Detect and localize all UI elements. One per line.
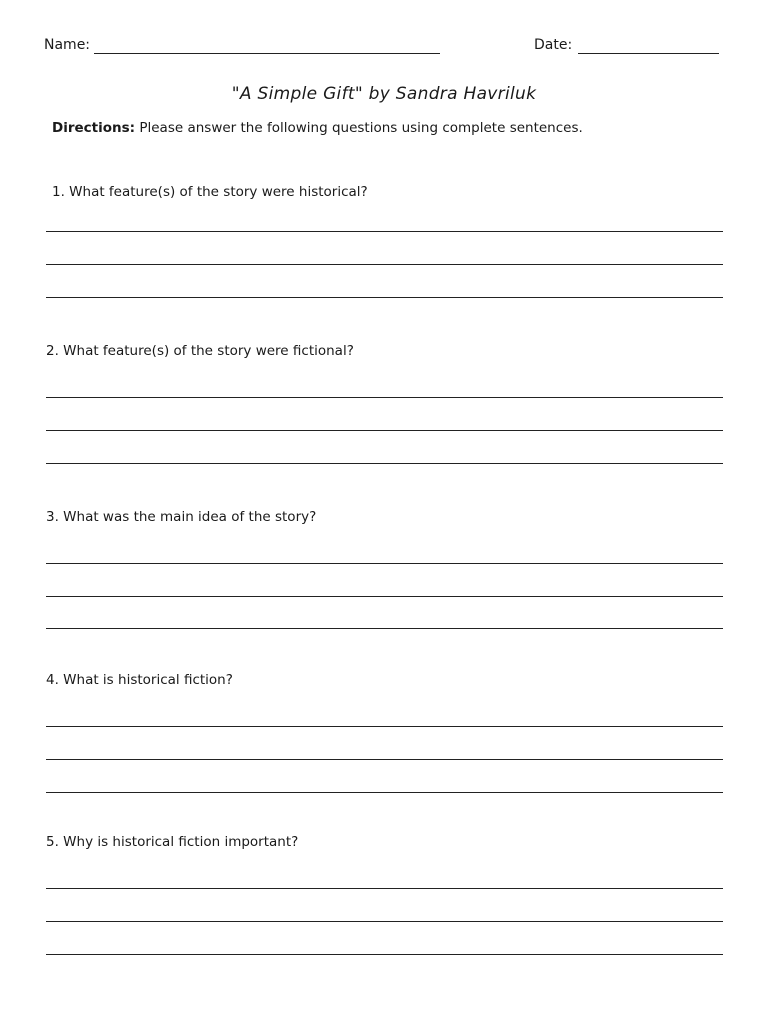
answer-line-5a[interactable]: [46, 888, 723, 889]
answer-line-3a[interactable]: [46, 563, 723, 564]
directions: [52, 120, 583, 136]
answer-line-1a[interactable]: [46, 231, 723, 232]
answer-line-2c[interactable]: [46, 463, 723, 464]
question-2: 2. What feature(s) of the story were fictional?: [46, 343, 354, 359]
worksheet-title: "A Simple Gift" by Sandra Havriluk: [231, 84, 537, 104]
question-3: 3. What was the main idea of the story?: [46, 509, 317, 525]
answer-line-2a[interactable]: [46, 397, 723, 398]
name-label: Name:: [44, 37, 91, 53]
answer-line-5c[interactable]: [46, 954, 723, 955]
answer-line-4c[interactable]: [46, 792, 723, 793]
answer-line-4a[interactable]: [46, 726, 723, 727]
date-field[interactable]: [578, 53, 719, 54]
question-5: 5. Why is historical fiction important?: [46, 834, 299, 850]
answer-line-4b[interactable]: [46, 759, 723, 760]
answer-line-2b[interactable]: [46, 430, 723, 431]
question-4: 4. What is historical fiction?: [46, 672, 233, 688]
answer-line-1b[interactable]: [46, 264, 723, 265]
answer-line-5b[interactable]: [46, 921, 723, 922]
answer-line-3c[interactable]: [46, 628, 723, 629]
directions-text: Please answer the following questions using complete sentences.: [139, 120, 583, 136]
name-field[interactable]: [94, 53, 440, 54]
question-1: 1. What feature(s) of the story were historical?: [52, 184, 368, 200]
answer-line-1c[interactable]: [46, 297, 723, 298]
answer-line-3b[interactable]: [46, 596, 723, 597]
directions-label: Directions:: [52, 120, 136, 136]
date-label: Date:: [534, 37, 573, 53]
